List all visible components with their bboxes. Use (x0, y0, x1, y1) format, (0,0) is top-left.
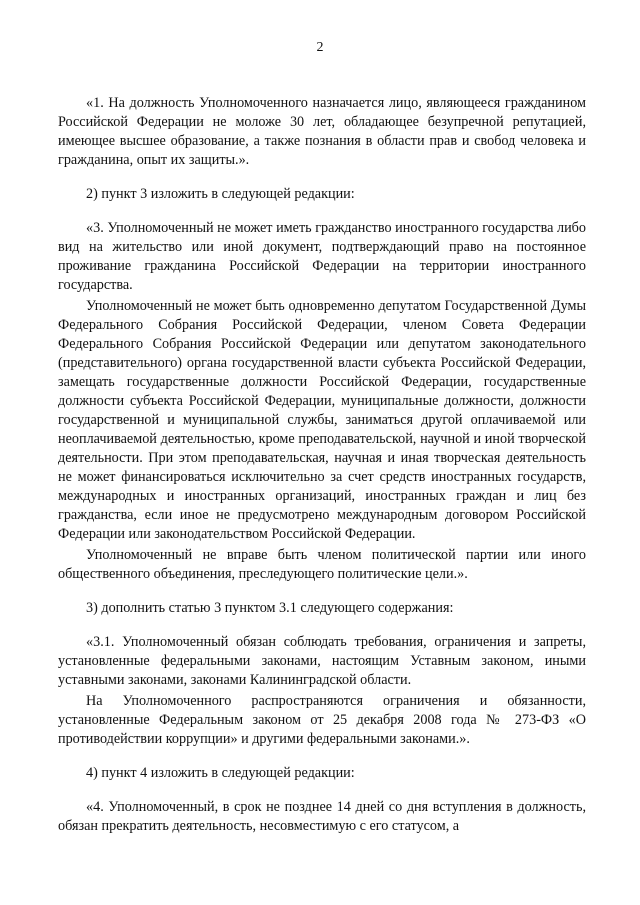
page-number: 2 (316, 40, 324, 55)
paragraph-item-4-term: «4. Уполномоченный, в срок не позднее 14 дней со дня вступления в должность, обязан прекратить деятельность, несовместимую с его статусом, а (58, 799, 586, 834)
amendment-point-2-heading: 2) пункт 3 изложить в следующей редакции: (86, 186, 355, 202)
amendment-point-3-heading: 3) дополнить статью 3 пунктом 3.1 следующего содержания: (86, 600, 454, 616)
paragraph-item-3-1-requirements: «3.1. Уполномоченный обязан соблюдать требования, ограничения и запреты, установленные федеральными законами, настоящим Уставным законом, иными уставными законами, законами Калининградской области. (58, 634, 586, 688)
paragraph-item-3-citizenship: «3. Уполномоченный не может иметь гражданство иностранного государства либо вид на жительство или иной документ, подтверждающий право на постоянное проживание гражданина Российской Федерации на территории иностранного государства. (58, 220, 586, 293)
paragraph-political-party: Уполномоченный не вправе быть членом политической партии или иного общественного объединения, преследующего политические цели.». (58, 547, 586, 582)
paragraph-anticorruption: На Уполномоченного распространяются ограничения и обязанности, установленные Федеральным законом от 25 декабря 2008 года № 273-ФЗ «О противодействии коррупции» и другими федеральными законами.». (58, 693, 586, 747)
document-body (58, 94, 586, 836)
amendment-point-4-heading: 4) пункт 4 изложить в следующей редакции: (86, 765, 355, 781)
paragraph-incompatibility: Уполномоченный не может быть одновременно депутатом Государственной Думы Федерального Собрания Российской Федерации, членом Совета Федерации Федерального Собрания Российской Федерации или депутатом законодательного (представительного) органа государственной власти субъекта Российской Федерации, замещать государственные должности Российской Федерации, государственные должности субъекта Российской Федерации, муниципальные должности, должности государственной и муниципальной службы, заниматься другой оплачиваемой или неоплачиваемой деятельностью, кроме преподавательской, научной и иной творческой деятельности. При этом преподавательская, научная и иная творческая деятельность не может финансироваться исключительно за счет средств иностранных государств, международных и иностранных организаций, иностранных граждан и лиц без гражданства, если иное не предусмотрено международным договором Российской Федерации или законодательством Российской Федерации. (58, 298, 586, 542)
paragraph-item-1-qualifications: «1. На должность Уполномоченного назначается лицо, являющееся гражданином Российской Федерации не моложе 30 лет, обладающее безупречной репутацией, имеющее высшее образование, а также познания в области прав и свобод человека и гражданина, опыт их защиты.». (58, 95, 586, 168)
